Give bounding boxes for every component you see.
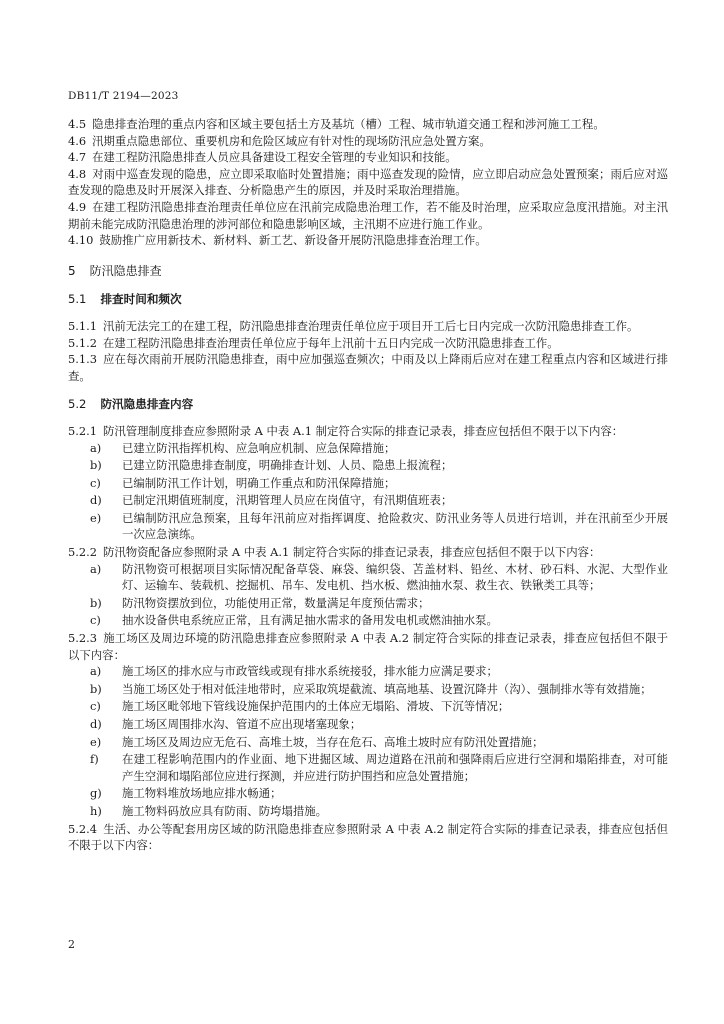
list-text: 施工场区及周边应无危石、高堆土坡，当存在危石、高堆土坡时应有防汛处置措施； — [122, 734, 544, 749]
list-item — [90, 492, 668, 509]
clause-number: 5.1.2 — [68, 335, 97, 350]
clause-number: 5.2.3 — [68, 631, 97, 646]
clause-number: 4.5 — [68, 117, 87, 131]
clause-number: 5.2.1 — [68, 423, 97, 438]
list-item — [90, 440, 668, 457]
subsection-title: 防汛隐患排查内容 — [100, 397, 194, 412]
subsection-title: 排查时间和频次 — [100, 292, 182, 307]
clause-4-8 — [68, 166, 668, 199]
list-marker: a) — [90, 440, 102, 455]
list-item — [90, 510, 668, 543]
document-body — [68, 116, 668, 854]
list-text: 在建工程影响范围内的作业面、地下进掘区域、周边道路在汛前和强降雨后应进行空洞和塌陷排查，对可能产生空洞和塌陷部位应进行探测，并应进行防护围挡和应急处置措施； — [122, 752, 668, 783]
clause-text: 生活、办公等配套用房区域的防汛隐患排查应参照附录 A 中表 A.2 制定符合实际的排查记录表，排查应包括但不限于以下内容： — [68, 821, 668, 853]
subsection-heading-5-1 — [68, 291, 668, 308]
list-item — [90, 785, 668, 802]
clause-5-2-2 — [68, 544, 668, 561]
clause-text: 在建工程防汛隐患排查人员应具备建设工程安全管理的专业知识和技能。 — [92, 150, 457, 165]
list-text: 已编制防汛应急预案，且每年汛前应对指挥调度、抢险救灾、防汛业务等人员进行培训，并在汛前至少开展一次应急演练。 — [122, 510, 668, 542]
subsection-number: 5.1 — [68, 292, 87, 307]
list-marker: c) — [90, 475, 101, 490]
list-text: 防汛物资可根据项目实际情况配备草袋、麻袋、编织袋、苫盖材料、铅丝、木材、砂石料、水泥、大型作业灯、运输车、装载机、挖掘机、吊车、发电机、挡水板、燃油抽水泵、救生衣、铁锹类工具等； — [122, 561, 668, 593]
clause-text: 在建工程防汛隐患排查治理责任单位应在汛前完成隐患治理工作，若不能及时治理，应采取应急度汛措施。对主汛期前未能完成防汛隐患治理的涉河部位和隐患影响区域，主汛期不应进行施工作业。 — [68, 199, 668, 231]
clause-4-10 — [68, 232, 668, 249]
clause-number: 4.9 — [68, 199, 87, 214]
list-marker: e) — [90, 734, 102, 749]
clause-4-7 — [68, 149, 668, 166]
clause-number: 5.1.1 — [68, 318, 97, 333]
list-item — [90, 734, 668, 751]
list-text: 已制定汛期值班制度，汛期管理人员应在岗值守，有汛期值班表； — [122, 493, 453, 508]
subsection-heading-5-2 — [68, 396, 668, 413]
section-title: 防汛隐患排查 — [89, 263, 162, 278]
list-text: 当施工场区处于相对低洼地带时，应采取筑堤截流、填高地基、设置沉降井（沟）、强制排水等有效措施； — [122, 681, 652, 696]
list-text: 施工物料堆放场地应排水畅通； — [122, 786, 282, 801]
list-marker: b) — [90, 681, 102, 696]
list-item — [90, 803, 668, 820]
clause-number: 4.6 — [68, 133, 87, 148]
list-item — [90, 612, 668, 629]
list-marker: b) — [90, 595, 102, 610]
section-number: 5 — [68, 263, 76, 278]
clause-4-6 — [68, 133, 668, 150]
list-text: 已建立防汛隐患排查制度，明确排查计划、人员、隐患上报流程； — [122, 458, 453, 473]
clause-5-1-1 — [68, 318, 668, 335]
list-item — [90, 595, 668, 612]
clause-text: 隐患排查治理的重点内容和区域主要包括土方及基坑（槽）工程、城市轨道交通工程和涉河施工工程。 — [92, 117, 605, 131]
section-heading-5 — [68, 263, 668, 280]
clause-text: 防汛物资配备应参照附录 A 中表 A.1 制定符合实际的排查记录表，排查应包括但不限于以下内容： — [102, 545, 601, 560]
clause-5-2-1 — [68, 423, 668, 440]
list-item — [90, 561, 668, 594]
list-text: 施工场区周围排水沟、管道不应出现堵塞现象； — [122, 717, 362, 731]
subsection-number: 5.2 — [68, 397, 87, 412]
list-item — [90, 681, 668, 698]
list-text: 已编制防汛工作计划，明确工作重点和防汛保障措施； — [122, 475, 396, 490]
list-marker: d) — [90, 493, 102, 508]
clause-5-2-4 — [68, 821, 668, 854]
clause-number: 4.7 — [68, 150, 87, 165]
list-text: 施工场区毗邻地下管线设施保护范围内的土体应无塌陷、滑坡、下沉等情况； — [122, 699, 510, 714]
list-item — [90, 716, 668, 733]
list-marker: e) — [90, 510, 102, 525]
clause-4-9 — [68, 199, 668, 232]
clause-text: 鼓励推广应用新技术、新材料、新工艺、新设备开展防汛隐患排查治理工作。 — [99, 233, 487, 248]
clause-text: 应在每次雨前开展防汛隐患排查，雨中应加强巡查频次；中雨及以上降雨后应对在建工程重点内容和区域进行排查。 — [68, 352, 668, 383]
clause-text: 汛期重点隐患部位、重要机房和危险区域应有针对性的现场防汛应急处置方案。 — [92, 133, 491, 148]
list-item — [90, 698, 668, 715]
clause-text: 施工场区及周边环境的防汛隐患排查应参照附录 A 中表 A.2 制定符合实际的排查记录表，排查应包括但不限于以下内容： — [68, 631, 668, 662]
clause-5-1-3 — [68, 351, 668, 384]
list-marker: g) — [90, 786, 102, 801]
list-item — [90, 457, 668, 474]
list-text: 已建立防汛指挥机构、应急响应机制、应急保障措施； — [122, 440, 396, 455]
list-marker: b) — [90, 458, 102, 473]
list-marker: a) — [90, 561, 102, 576]
list-marker: a) — [90, 664, 102, 679]
clause-4-5 — [68, 116, 668, 133]
list-text: 施工场区的排水应与市政管线或现有排水系统接驳，排水能力应满足要求； — [122, 664, 498, 679]
list-item — [90, 475, 668, 492]
list-marker: h) — [90, 803, 102, 818]
list-text: 施工物料码放应具有防雨、防垮塌措施。 — [122, 803, 328, 818]
list-marker: c) — [90, 613, 101, 628]
clause-number: 5.2.4 — [68, 821, 97, 836]
clause-number: 4.10 — [68, 233, 94, 248]
clause-5-2-3 — [68, 630, 668, 663]
list-text: 抽水设备供电系统应正常，且有满足抽水需求的备用发电机或燃油抽水泵。 — [122, 613, 498, 628]
clause-number: 4.8 — [68, 166, 87, 181]
list-item — [90, 751, 668, 784]
list-marker: d) — [90, 717, 102, 731]
list-marker: f) — [90, 752, 99, 767]
clause-text: 防汛管理制度排查应参照附录 A 中表 A.1 制定符合实际的排查记录表，排查应包括但不限于以下内容： — [102, 423, 624, 438]
list-item — [90, 663, 668, 680]
list-text: 防汛物资摆放到位，功能使用正常，数量满足年度预估需求； — [122, 595, 430, 610]
clause-5-1-2 — [68, 335, 668, 352]
clause-text: 汛前无法完工的在建工程，防汛隐患排查治理责任单位应于项目开工后七日内完成一次防汛隐患排查工作。 — [102, 318, 639, 333]
list-marker: c) — [90, 699, 101, 714]
clause-text: 在建工程防汛隐患排查治理责任单位应于每年上汛前十五日内完成一次防汛隐患排查工作。 — [102, 335, 559, 350]
clause-number: 5.1.3 — [68, 352, 97, 367]
page-number: 2 — [68, 938, 75, 951]
document-code: DB11/T 2194—2023 — [68, 90, 179, 102]
clause-number: 5.2.2 — [68, 545, 97, 560]
clause-text: 对雨中巡查发现的隐患，应立即采取临时处置措施；雨中巡查发现的险情，应立即启动应急处置预案；雨后应对巡查发现的隐患及时开展深入排查、分析隐患产生的原因，并及时采取治理措施。 — [68, 166, 668, 198]
